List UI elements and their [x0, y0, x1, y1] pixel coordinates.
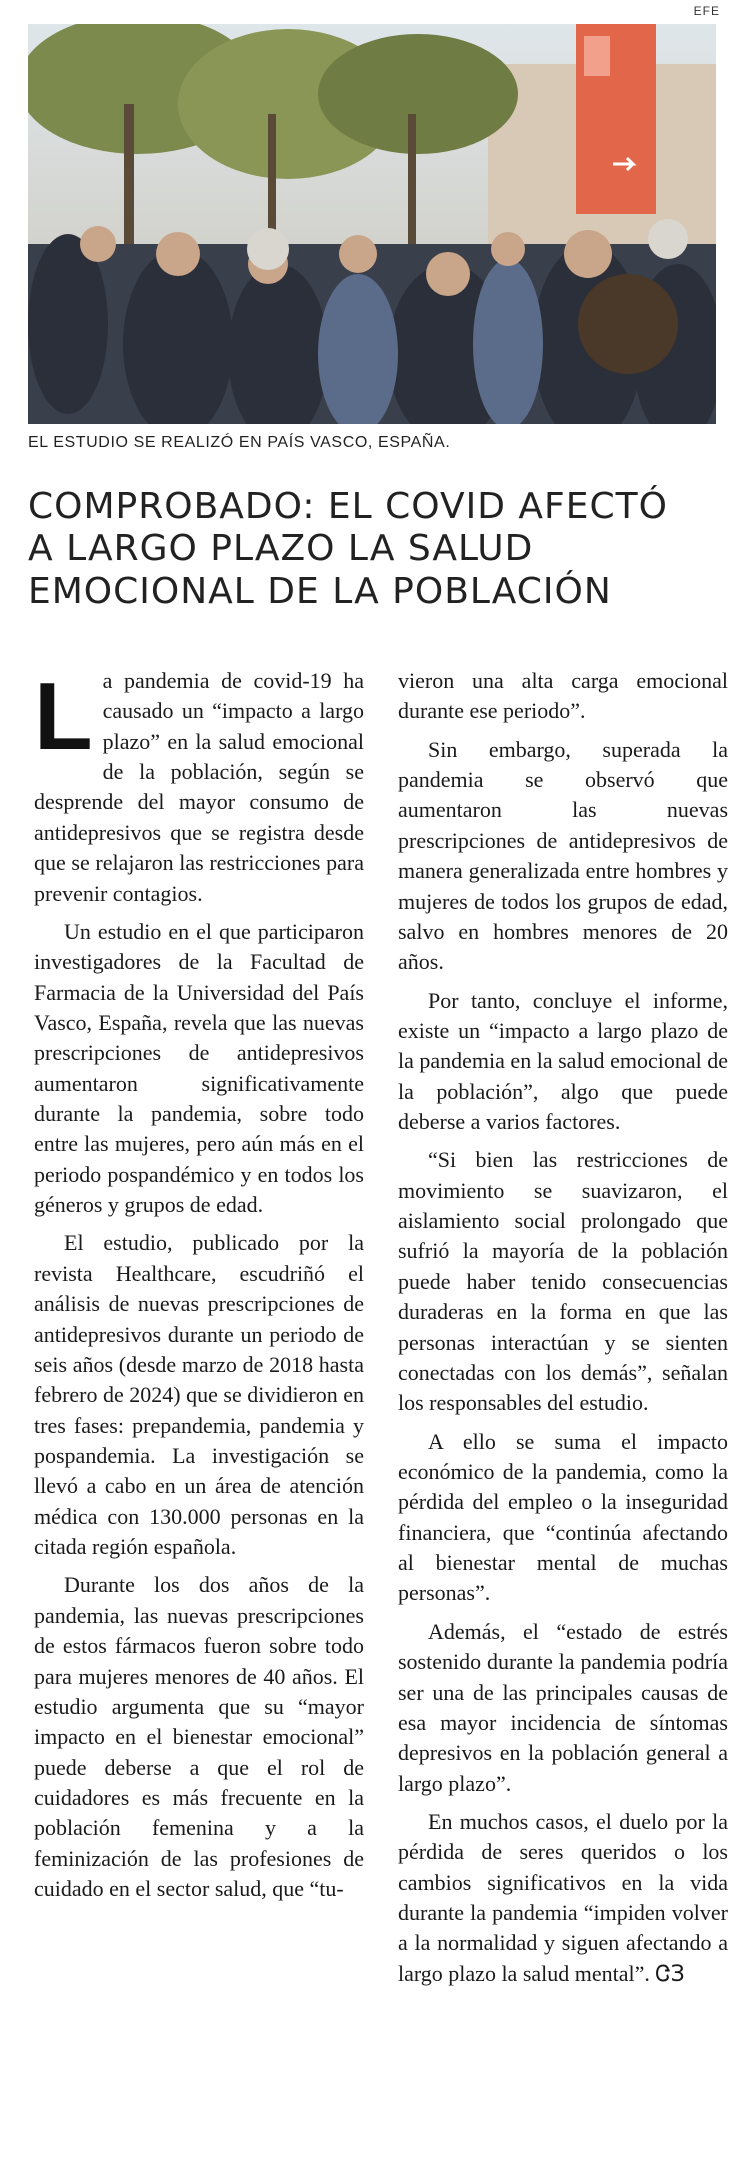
paragraph-10-text: En muchos casos, el duelo por la pérdida de seres queridos o los cambios significativos en la vida durante la pandemia “impiden volver a la normalidad y siguen afectando a largo plazo la salud mental”.	[398, 1808, 728, 1986]
paragraph-4: Durante los dos años de la pandemia, las nuevas prescripciones de estos fármacos fueron sobre todo para mujeres menores de 40 años. El estudio argumenta que su “mayor impacto en el bienestar emocional” puede deberse a que el rol de cuidadores es más frecuente en la población femenina y a la feminización de las profesiones de cuidado en el sector salud, que “tu-	[34, 1572, 364, 1902]
photo-credit: EFE	[693, 4, 720, 18]
news-photo	[28, 24, 716, 424]
paragraph-1-text: a pandemia de covid-19 ha causado un “impacto a largo plazo” en la salud emocional de la población, según se desprende del mayor consumo de antidepresivos que se registra desde que se relajaron las restricciones para prevenir contagios.	[34, 668, 364, 906]
headline	[28, 486, 728, 613]
paragraph-1	[34, 663, 364, 909]
headline-line-2: A LARGO PLAZO LA SALUD	[28, 528, 534, 570]
photo-caption: EL ESTUDIO SE REALIZÓ EN PAÍS VASCO, ESPAÑA.	[28, 434, 451, 451]
end-mark-icon: ᏣЗ	[655, 1961, 685, 1987]
paragraph-5: Sin embargo, superada la pandemia se observó que aumentaron las nuevas prescripciones de antidepresivos de manera generalizada entre hombres y mujeres de todos los grupos de edad, salvo en hombres menores de 20 años.	[398, 736, 728, 975]
paragraph-10	[398, 1807, 728, 1990]
paragraph-9: Además, el “estado de estrés sostenido durante la pandemia podría ser una de las principales causas de esa mayor incidencia de síntomas depresivos en la población general a largo plazo”.	[398, 1618, 728, 1796]
paragraph-7: “Si bien las restricciones de movimiento se suavizaron, el aislamiento social prolongado que sufrió la mayoría de la población puede haber tenido consecuencias duraderas en la forma en que las personas interactúan y se sienten conectadas con los demás”, señalan los responsables del estudio.	[398, 1147, 728, 1416]
article-column-left	[34, 663, 364, 1912]
drop-cap: L	[34, 663, 93, 770]
headline-line-3: EMOCIONAL DE LA POBLACIÓN	[28, 570, 612, 612]
paragraph-4-continued: vieron una alta carga emocional durante ese periodo”.	[398, 668, 728, 724]
headline-line-1: COMPROBADO: EL COVID AFECTÓ	[28, 486, 668, 527]
paragraph-3: El estudio, publicado por la revista Healthcare, escudriñó el análisis de nuevas prescripciones de antidepresivos durante un periodo de seis años (desde marzo de 2018 hasta febrero de 2024) que se dividieron en tres fases: prepandemia, pandemia y pospandemia. La investigación se llevó a cabo en un área de atención médica con 130.000 personas en la citada región española.	[34, 1230, 364, 1560]
paragraph-2: Un estudio en el que participaron investigadores de la Facultad de Farmacia de la Universidad del País Vasco, España, revela que las nuevas prescripciones de antidepresivos aumentaron significativamente durante la pandemia, sobre todo entre las mujeres, pero aún más en el periodo pospandémico y en todos los géneros y grupos de edad.	[34, 918, 364, 1218]
paragraph-6: Por tanto, concluye el informe, existe un “impacto a largo plazo de la pandemia en la salud emocional de la población”, algo que puede deberse a varios factores.	[398, 987, 728, 1135]
article-column-right	[398, 666, 728, 1998]
paragraph-8: A ello se suma el impacto económico de la pandemia, como la pérdida del empleo o la inseguridad financiera, que “continúa afectando al bienestar mental de muchas personas”.	[398, 1428, 728, 1606]
